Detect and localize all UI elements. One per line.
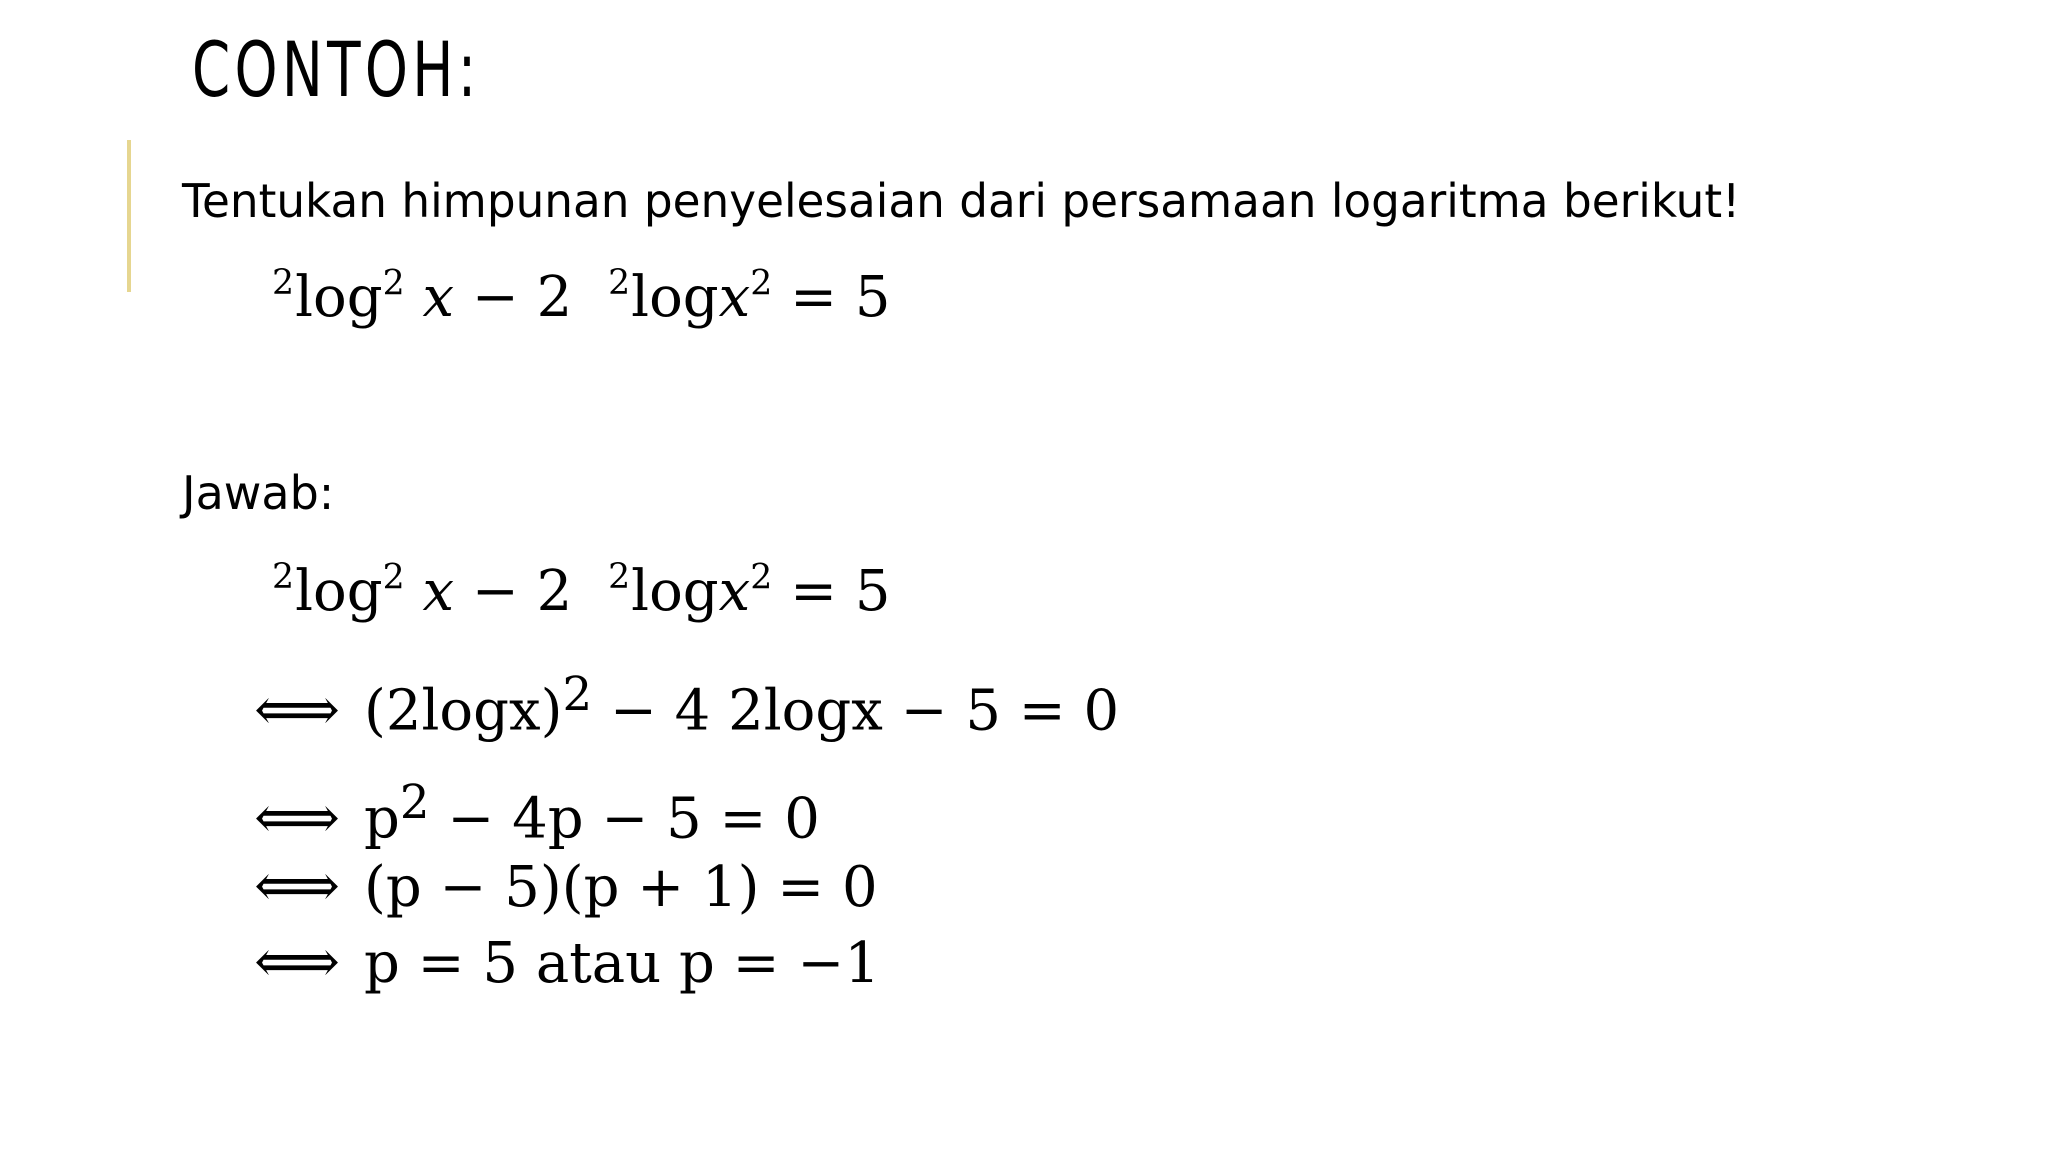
question-text: Tentukan himpunan penyelesaian dari persamaan logaritma berikut! — [182, 174, 1741, 228]
solution-step-1: ⟺ $(2\log x)^2 - 4$ 2logx − 5 = 0 — [254, 668, 1120, 745]
equivalence-arrow: ⟺ — [254, 782, 341, 853]
equivalence-arrow: ⟺ — [254, 674, 341, 745]
answer-equation: $^2\log^2$ x − 2 $^2$logx$^2$ = 5 — [272, 557, 891, 624]
slide-title: CONTOH: — [192, 25, 481, 114]
solution-step-3: ⟺ (p − 5)(p + 1) = 0 — [254, 851, 878, 921]
equivalence-arrow: ⟺ — [254, 851, 341, 921]
problem-equation: $^2\log^2$ x − 2 $^2$logx$^2$ = 5 — [272, 263, 891, 330]
equivalence-arrow: ⟺ — [254, 927, 341, 997]
solution-step-2: ⟺ $p^2 - 4p - 5 = 0$ — [254, 776, 820, 853]
accent-bar — [127, 140, 131, 292]
answer-label: Jawab: — [182, 466, 335, 520]
solution-step-4: ⟺ p = 5 atau p = −1 — [254, 927, 880, 997]
